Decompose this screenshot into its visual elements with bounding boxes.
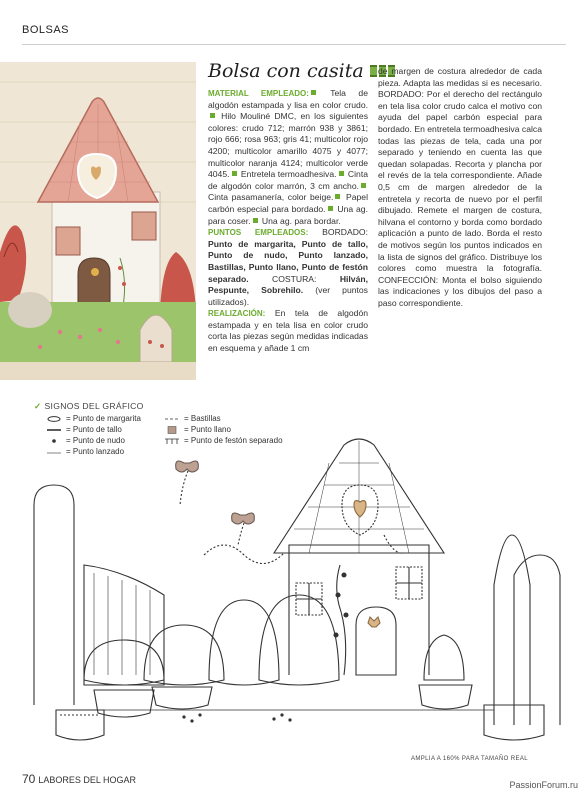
legend-item: = Punto de margarita [46, 413, 141, 424]
text-column-1 [208, 88, 368, 355]
materials-embroidery-needle: Una ag. para bordar. [259, 215, 341, 226]
butterfly-icon [176, 461, 199, 505]
legend-title: ✓ SIGNOS DEL GRÁFICO [34, 401, 144, 411]
stem-stitch-icon [46, 426, 62, 434]
text-column-2: de margen de costura alrededor de cada pieza. Adapta las medidas si es necesario. BORDADO: Por el derecho del rectángulo en tela lisa color crudo calca el motivo con ayuda del papel carbón especial para bordado. En entretela termoadhesiva calca todas las piezas de tela, cada una por separado y teniendo en cuenta las que quedan solapadas. Recorta y plancha por el revés de la tela correspondiente. Añade 0,5 cm de margen alrededor de la entretela y recorta de nuevo por el perfil dibujado. Remete el margen de costura, hilvana el contorno y borda como bordado aplicación a punto de lado. Borda el resto de motivos según los puntos indicados en la lista de signos del gráfico. Distribuye los colores como muestra la fotografía. CONFECCIÓN: Monta el bolso siguiendo las indicaciones y los dibujos del paso a paso correspondiente. [378, 66, 542, 308]
running-stitch-icon [164, 415, 180, 423]
legend-item: = Bastillas [164, 413, 283, 424]
bag-photo-illustration [0, 62, 196, 380]
legend-item: = Punto de festón separado [164, 435, 283, 446]
page-footer [22, 772, 136, 786]
legend-item: = Punto llano [164, 424, 283, 435]
watermark: PassionForum.ru [509, 780, 578, 790]
materials-sewing-needle: Una ag. para coser. [208, 203, 368, 226]
lazy-daisy-icon [46, 415, 62, 423]
top-divider [22, 44, 566, 45]
legend-item: = Punto de nudo [46, 435, 141, 446]
stitches-embroidery-list: Punto de margarita, Punto de tallo, Punto de nudo, Punto lanzado, Bastillas, Punto llano, Punto de festón separado. [208, 238, 368, 284]
pattern-drawing [24, 435, 564, 750]
bag-photo [0, 62, 196, 380]
realization-text: En tela de algodón estampada y en tela lisa en color crudo corta las piezas según medidas indicadas en esquema y añade 1 cm [208, 308, 368, 354]
materials-label: MATERIAL EMPLEADO: [208, 89, 309, 98]
materials-carbon-paper: Papel carbón especial para bordado. [208, 192, 368, 214]
article-title: Bolsa con casita [208, 60, 364, 82]
check-icon: ✓ [34, 401, 42, 411]
realization-label: REALIZACIÓN: [208, 309, 266, 319]
legend-item: = Punto lanzado [46, 446, 141, 457]
materials-fabric: Tela de algodón estampada y lisa en color crudo. [208, 88, 368, 110]
butterfly-icon [232, 513, 255, 545]
legend-item: = Punto de tallo [46, 424, 141, 435]
materials-thread: Hilo Mouliné DMC, en los siguientes colores: crudo 712; marrón 938 y 3861; rojo 666; rosa 963; gris 41; multicolor rojo 4200; multicolor amarillo 4075 y 4077; multicolor naranja 4124; multicolor verde 4045. [208, 111, 368, 180]
stitches-note: (ver puntos utilizados). [208, 285, 368, 307]
title-row [208, 60, 395, 82]
magazine-name: LABORES DEL HOGAR [38, 775, 137, 785]
stitches-sewing-label: COSTURA: [248, 273, 340, 284]
stitches-sewing-list: Hilván, Pespunte, Sobrehilo. [208, 273, 368, 296]
satin-stitch-icon [164, 426, 180, 434]
materials-interfacing: Entretela termoadhesiva. [238, 169, 337, 180]
page-number: 70 [22, 772, 36, 786]
embroidery-pattern [24, 435, 564, 750]
section-label: BOLSAS [22, 24, 70, 36]
stitches-label: PUNTOS EMPLEADOS: [208, 228, 309, 238]
materials-ribbon: Cinta de algodón color marrón, 3 cm ancho. [208, 169, 368, 191]
stitches-embroidery-label: BORDADO: [308, 227, 368, 238]
materials-trim: Cinta pasamanería, color beige. [208, 192, 334, 203]
pattern-caption: AMPLIA A 160% PARA TAMAÑO REAL [410, 756, 528, 762]
